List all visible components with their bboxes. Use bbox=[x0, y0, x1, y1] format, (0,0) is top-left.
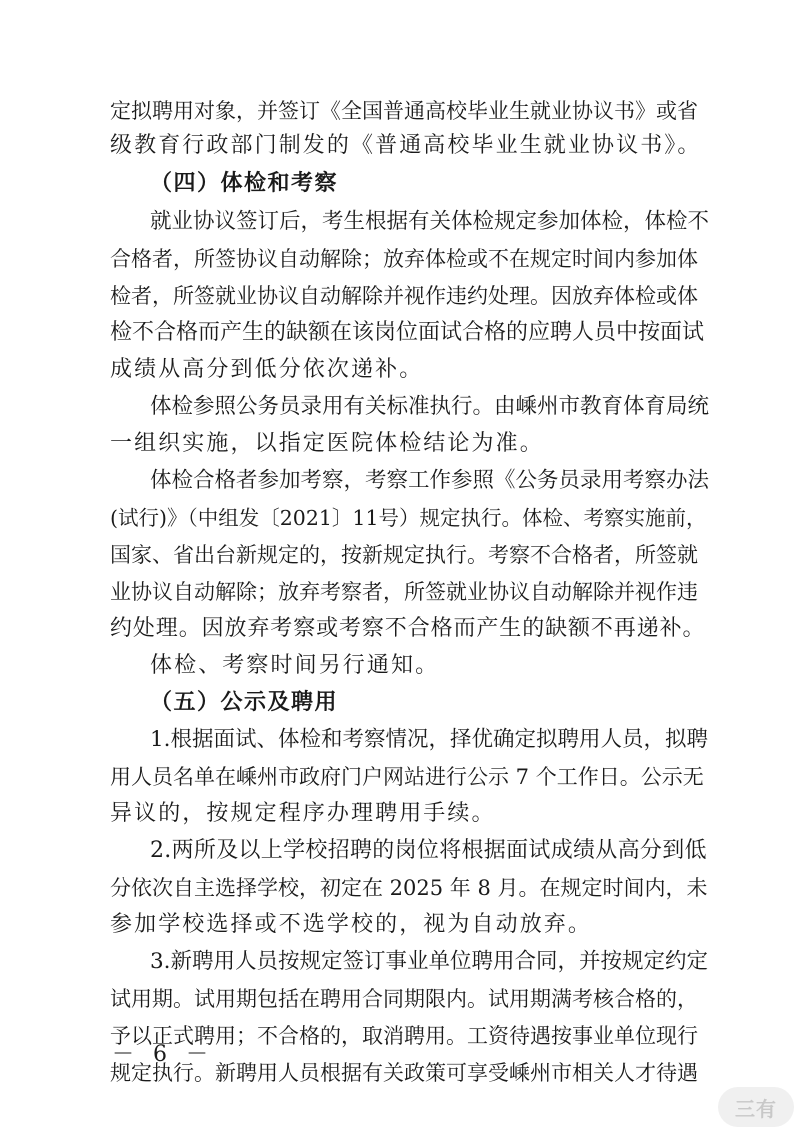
text-line: 一组织实施，以指定医院体检结论为准。 bbox=[110, 431, 544, 456]
text-line: 3.新聘用人员按规定签订事业单位聘用合同，并按规定约定 bbox=[150, 949, 709, 974]
text-line: 检者，所签就业协议自动解除并视作违约处理。因放弃体检或体 bbox=[110, 284, 698, 308]
text-line: 参加学校选择或不选学校的，视为自动放弃。 bbox=[110, 912, 593, 937]
text-line: 体检、考察时间另行通知。 bbox=[150, 653, 440, 678]
text-line: 定拟聘用对象，并签订《全国普通高校毕业生就业协议书》或省 bbox=[110, 99, 698, 123]
text-line: 级教育行政部门制发的《普通高校毕业生就业协议书》。 bbox=[110, 133, 702, 158]
text-line: 合格者，所签协议自动解除；放弃体检或不在规定时间内参加体 bbox=[110, 247, 698, 271]
page-number: － 6 － bbox=[112, 1042, 214, 1067]
text-line: 约处理。因放弃考察或考察不合格而产生的缺额不再递补。 bbox=[110, 616, 706, 641]
text-line: 体检参照公务员录用有关标准执行。由嵊州市教育体育局统 bbox=[150, 394, 710, 419]
text-line: 体检合格者参加考察，考察工作参照《公务员录用考察办法 bbox=[150, 468, 710, 493]
text-line: 予以正式聘用；不合格的，取消聘用。工资待遇按事业单位现行 bbox=[110, 1024, 698, 1048]
text-line: (试行)》（中组发〔2021〕11号）规定执行。体检、考察实施前， bbox=[110, 506, 707, 530]
text-line: 规定执行。新聘用人员根据有关政策可享受嵊州市相关人才待遇 bbox=[110, 1061, 698, 1085]
text-line: 2.两所及以上学校招聘的岗位将根据面试成绩从高分到低 bbox=[150, 838, 707, 863]
text-line: 国家、省出台新规定的，按新规定执行。考察不合格者，所签就 bbox=[110, 543, 698, 567]
text-line: 分依次自主选择学校，初定在 2025 年 8 月。在规定时间内，未 bbox=[110, 876, 708, 900]
text-line: 用人员名单在嵊州市政府门户网站进行公示 7 个工作日。公示无 bbox=[110, 765, 704, 789]
section-heading-5: （五）公示及聘用 bbox=[150, 690, 339, 715]
text-line: 试用期。试用期包括在聘用合同期限内。试用期满考核合格的， bbox=[110, 987, 698, 1011]
text-line: 成绩从高分到低分依次递补。 bbox=[110, 357, 424, 382]
text-line: 业协议自动解除；放弃考察者，所签就业协议自动解除并视作违 bbox=[110, 580, 698, 604]
app-watermark-badge[interactable]: 三有 bbox=[718, 1087, 794, 1127]
text-line: 就业协议签订后，考生根据有关体检规定参加体检，体检不 bbox=[150, 209, 710, 234]
section-heading-4: （四）体检和考察 bbox=[150, 171, 339, 196]
text-line: 检不合格而产生的缺额在该岗位面试合格的应聘人员中按面试 bbox=[110, 320, 705, 345]
text-line: 异议的，按规定程序办理聘用手续。 bbox=[110, 801, 496, 826]
text-line: 1.根据面试、体检和考察情况，择优确定拟聘用人员，拟聘 bbox=[150, 727, 709, 752]
